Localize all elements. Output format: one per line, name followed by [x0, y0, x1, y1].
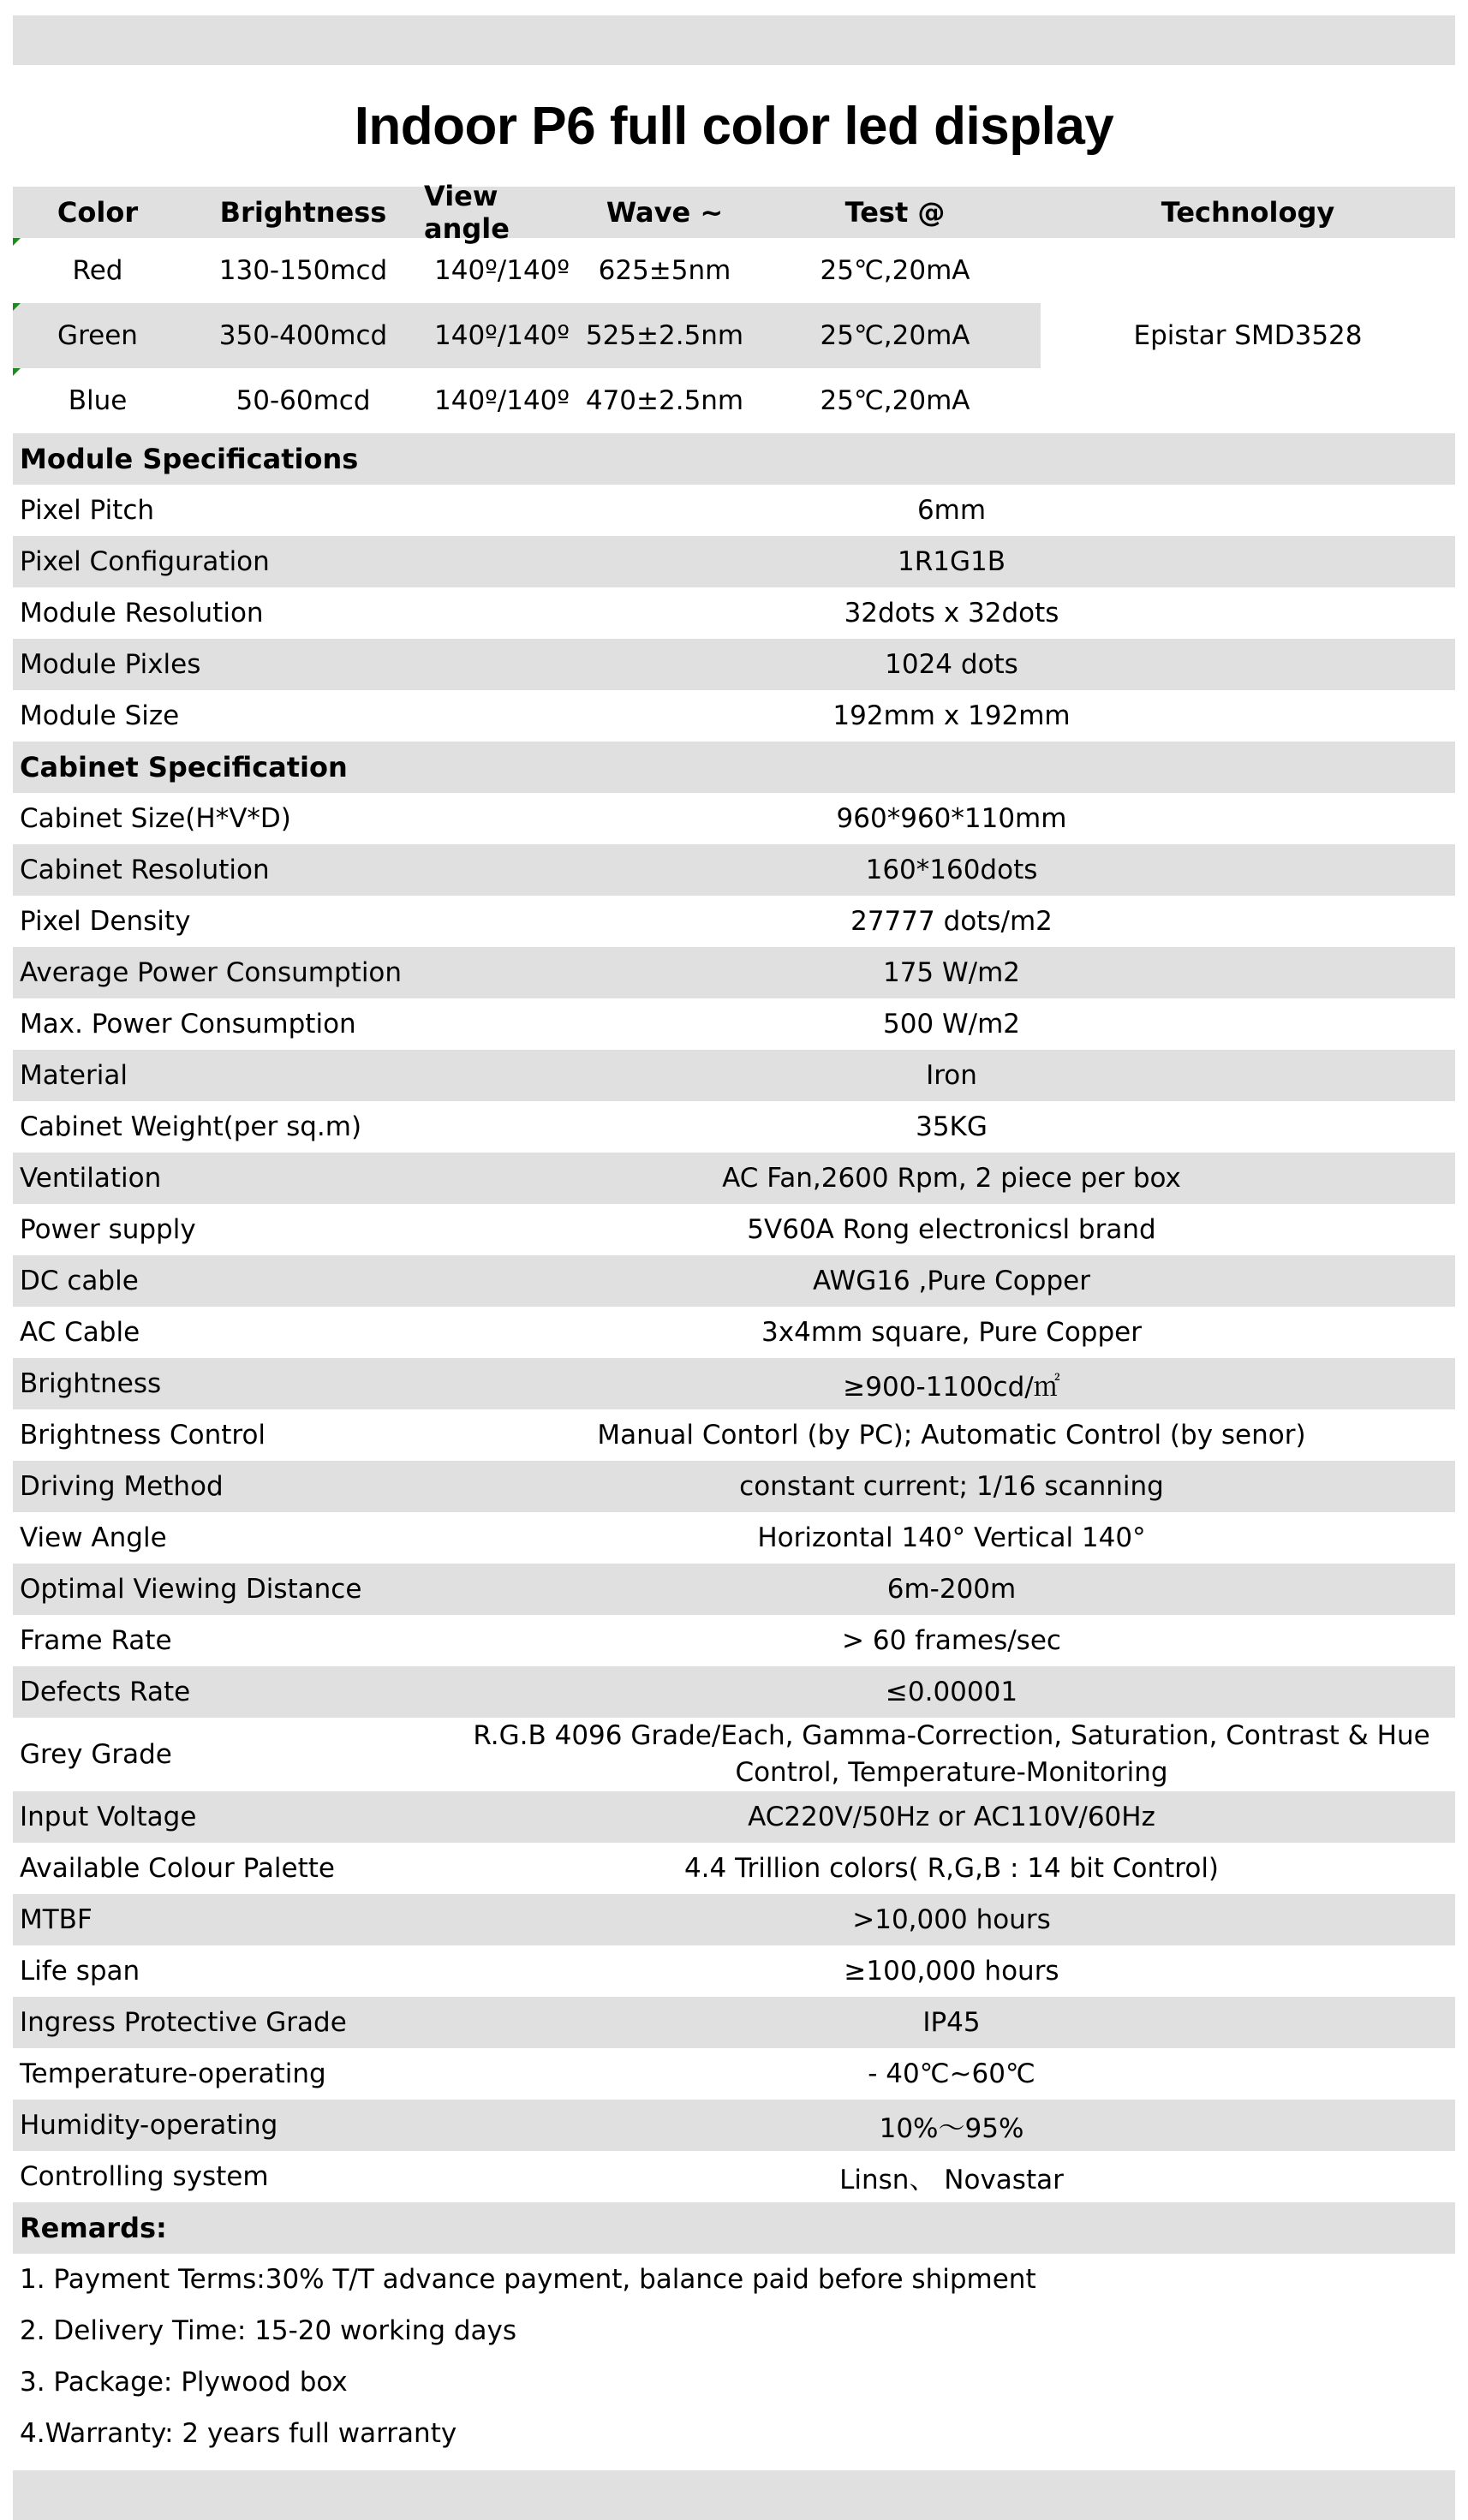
- remarks-heading: Remards:: [13, 2202, 1455, 2254]
- spec-value: > 60 frames/sec: [842, 1625, 1061, 1656]
- remark-item: 3. Package: Plywood box: [20, 2367, 348, 2398]
- spec-value: R.G.B 4096 Grade/Each, Gamma-Correction, Saturation, Contrast & Hue Control, Temperature-Monitoring: [473, 1720, 1430, 1788]
- spec-label: Module Resolution: [20, 598, 264, 629]
- header-wave: Wave ~: [606, 196, 724, 229]
- spec-row: [13, 1894, 1455, 1945]
- spec-label: Cabinet Weight(per sq.m): [20, 1111, 362, 1142]
- spec-row: [13, 1409, 1455, 1461]
- cell-marker: [13, 368, 21, 376]
- header-brightness: Brightness: [219, 196, 387, 229]
- led-color: Blue: [68, 385, 128, 416]
- spec-value: 500 W/m2: [882, 1009, 1021, 1040]
- led-color: Red: [72, 255, 123, 286]
- spec-value: 175 W/m2: [882, 957, 1021, 988]
- led-brightness: 50-60mcd: [236, 385, 371, 416]
- module-spec-list: [13, 485, 1455, 742]
- spec-value: constant current; 1/16 scanning: [739, 1471, 1164, 1502]
- spec-label: Pixel Density: [20, 906, 191, 937]
- spec-row: [13, 2048, 1455, 2100]
- spec-label: Average Power Consumption: [20, 957, 403, 988]
- led-row-red: [13, 238, 1041, 303]
- spec-row: [13, 639, 1455, 690]
- spec-label: Pixel Configuration: [20, 546, 270, 577]
- spec-value: 32dots x 32dots: [844, 598, 1059, 629]
- spec-label: Ventilation: [20, 1163, 162, 1194]
- spec-row: [13, 2151, 1455, 2202]
- spec-row: [13, 587, 1455, 639]
- spec-label: Input Voltage: [20, 1802, 197, 1832]
- spec-row: [13, 896, 1455, 947]
- spec-label: MTBF: [20, 1904, 92, 1935]
- led-brightness: 130-150mcd: [218, 255, 388, 286]
- spec-value: 27777 dots/m2: [850, 906, 1053, 937]
- led-table-body: [13, 238, 1455, 433]
- spec-row: [13, 1153, 1455, 1204]
- module-section-heading: Module Specifications: [13, 433, 1455, 485]
- spec-label: Cabinet Size(H*V*D): [20, 803, 291, 834]
- led-table-header: [13, 180, 1455, 245]
- spec-row: [13, 1791, 1455, 1843]
- spec-value: 6m-200m: [886, 1574, 1017, 1605]
- led-wave: 525±2.5nm: [585, 320, 744, 351]
- spec-row: [13, 1615, 1455, 1666]
- remark-item: 2. Delivery Time: 15-20 working days: [20, 2315, 517, 2346]
- spec-value: ≥100,000 hours: [844, 1956, 1059, 1987]
- led-color: Green: [57, 320, 138, 351]
- spec-value: Manual Contorl (by PC); Automatic Control (by senor): [597, 1420, 1306, 1451]
- remark-item: 1. Payment Terms:30% T/T advance payment, balance paid before shipment: [20, 2264, 1036, 2295]
- header-view-angle: View angle: [424, 180, 510, 245]
- spec-value: 6mm: [916, 495, 987, 526]
- spec-label: Power supply: [20, 1214, 196, 1245]
- remarks-list: [13, 2254, 1455, 2459]
- spec-value: ≤0.00001: [885, 1677, 1018, 1707]
- spec-row: [13, 844, 1455, 896]
- spec-value: 1R1G1B: [898, 546, 1006, 577]
- spec-row: [13, 690, 1455, 742]
- spec-value: AC Fan,2600 Rpm, 2 piece per box: [722, 1163, 1181, 1194]
- spec-value: >10,000 hours: [852, 1904, 1051, 1935]
- spec-label: Grey Grade: [20, 1739, 172, 1770]
- spec-value: AWG16 ,Pure Copper: [813, 1266, 1090, 1296]
- spec-label: Ingress Protective Grade: [20, 2007, 347, 2038]
- spec-row: [13, 2100, 1455, 2151]
- led-row-green: [13, 303, 1041, 368]
- led-row-blue: [13, 368, 1041, 433]
- spec-row: [13, 1718, 1455, 1791]
- cabinet-section-heading: Cabinet Specification: [13, 742, 1455, 793]
- spec-label: Frame Rate: [20, 1625, 172, 1656]
- led-wave: 470±2.5nm: [585, 385, 744, 416]
- spec-value: Linsn、 Novastar: [839, 2164, 1064, 2195]
- spec-label: Cabinet Resolution: [20, 855, 270, 885]
- spec-label: Temperature-operating: [20, 2058, 326, 2089]
- top-band: [13, 15, 1455, 65]
- spec-value: AC220V/50Hz or AC110V/60Hz: [748, 1802, 1155, 1832]
- header-color: Color: [57, 196, 139, 229]
- spec-row: [13, 947, 1455, 998]
- cabinet-spec-list: [13, 793, 1455, 2202]
- spec-label: Driving Method: [20, 1471, 224, 1502]
- spec-label: Module Size: [20, 700, 180, 731]
- spec-row: [13, 1843, 1455, 1894]
- spec-sheet: [13, 0, 1455, 2459]
- led-view-angle: 140º/140º: [434, 320, 570, 351]
- led-brightness: 350-400mcd: [218, 320, 388, 351]
- spec-row: [13, 1255, 1455, 1307]
- spec-value: Horizontal 140° Vertical 140°: [757, 1522, 1146, 1553]
- spec-label: Humidity-operating: [20, 2110, 278, 2141]
- led-test: 25℃,20mA: [820, 320, 970, 351]
- spec-value: 3x4mm square, Pure Copper: [761, 1317, 1142, 1348]
- page-title: Indoor P6 full color led display: [354, 96, 1114, 156]
- spec-value: 4.4 Trillion colors( R,G,B : 14 bit Control): [683, 1853, 1220, 1884]
- led-test: 25℃,20mA: [820, 255, 970, 286]
- spec-value: 192mm x 192mm: [832, 700, 1071, 731]
- spec-label: Controlling system: [20, 2161, 269, 2192]
- spec-row: [13, 1666, 1455, 1718]
- spec-row: [13, 1461, 1455, 1512]
- header-test: Test @: [844, 196, 946, 229]
- spec-value: - 40℃~60℃: [868, 2058, 1035, 2089]
- led-view-angle: 140º/140º: [434, 255, 570, 286]
- spec-row: [13, 536, 1455, 587]
- spec-label: Pixel Pitch: [20, 495, 155, 526]
- spec-label: Optimal Viewing Distance: [20, 1574, 362, 1605]
- spec-value: IP45: [922, 2007, 981, 2038]
- spec-row: [13, 1564, 1455, 1615]
- spec-value: 960*960*110mm: [836, 803, 1067, 834]
- cell-marker: [13, 303, 21, 311]
- spec-value: 10%～95%: [879, 2112, 1024, 2144]
- led-test: 25℃,20mA: [820, 385, 970, 416]
- spec-row: [13, 793, 1455, 844]
- spec-row: [13, 1101, 1455, 1153]
- led-wave: 625±5nm: [598, 255, 731, 286]
- led-view-angle: 140º/140º: [434, 385, 570, 416]
- spec-label: Brightness: [20, 1368, 162, 1399]
- spec-label: Brightness Control: [20, 1420, 266, 1451]
- spec-row: [13, 485, 1455, 536]
- spec-row: [13, 1512, 1455, 1564]
- spec-row: [13, 1358, 1455, 1409]
- spec-label: Defects Rate: [20, 1677, 191, 1707]
- led-technology: Epistar SMD3528: [1133, 320, 1363, 351]
- spec-row: [13, 1204, 1455, 1255]
- spec-value: 1024 dots: [885, 649, 1018, 680]
- spec-value: 160*160dots: [865, 855, 1038, 885]
- spec-row: [13, 1307, 1455, 1358]
- spec-value: 5V60A Rong electronicsl brand: [747, 1214, 1156, 1245]
- spec-label: View Angle: [20, 1522, 167, 1553]
- spec-row: [13, 998, 1455, 1050]
- cell-marker: [13, 238, 21, 246]
- spec-label: Available Colour Palette: [20, 1853, 335, 1884]
- spec-row: [13, 1945, 1455, 1997]
- spec-label: AC Cable: [20, 1317, 140, 1348]
- spec-label: Life span: [20, 1956, 140, 1987]
- spec-value: 35KG: [916, 1111, 988, 1142]
- spec-label: Material: [20, 1060, 128, 1091]
- spec-row: [13, 1050, 1455, 1101]
- header-technology: Technology: [1161, 196, 1335, 229]
- spec-label: Max. Power Consumption: [20, 1009, 356, 1040]
- remark-item: 4.Warranty: 2 years full warranty: [20, 2418, 457, 2449]
- spec-row: [13, 1997, 1455, 2048]
- bottom-band: [13, 2470, 1455, 2520]
- spec-value: ≥900-1100cd/㎡: [843, 1371, 1060, 1403]
- spec-label: Module Pixles: [20, 649, 201, 680]
- spec-value: Iron: [926, 1060, 977, 1091]
- spec-label: DC cable: [20, 1266, 139, 1296]
